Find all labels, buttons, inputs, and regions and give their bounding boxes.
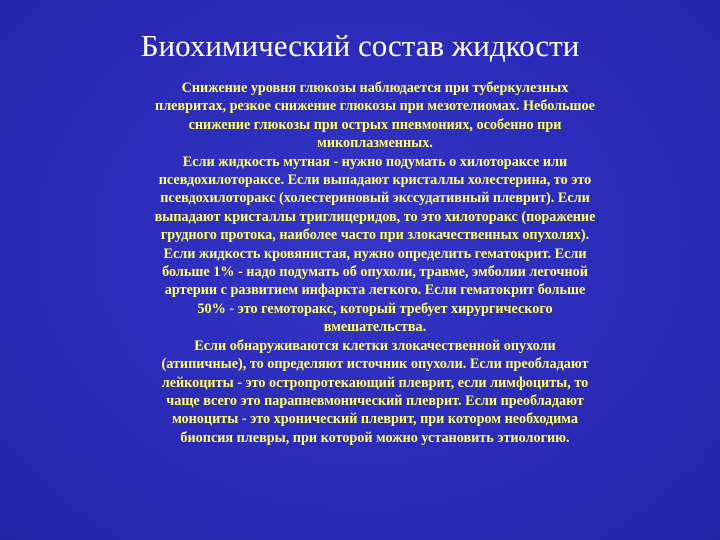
body-line: псевдохилотораксе. Если выпадают кристаллы холестерина, то это (158, 172, 592, 189)
body-line: лейкоциты - это остропротекающий плеврит, если лимфоциты, то (161, 374, 589, 391)
body-line: моноциты - это хронический плеврит, при котором необходима (172, 411, 578, 428)
body-line: (атипичные), то определяют источник опухоли. Если преобладают (161, 356, 589, 373)
body-line: плевритах, резкое снижение глюкозы при мезотелиомах. Небольшое (155, 98, 595, 115)
body-line: Если жидкость кровянистая, нужно определить гематокрит. Если (163, 245, 587, 262)
body-line: Снижение уровня глюкозы наблюдается при туберкулезных (181, 80, 569, 96)
body-line: выпадают кристаллы триглицеридов, то это хилоторакс (поражение (154, 208, 596, 225)
body-line: биопсия плевры, при которой можно установить этиологию. (180, 429, 570, 446)
body-line: микоплазменных. (317, 135, 433, 152)
body-line: больше 1% - надо подумать об опухоли, травме, эмболии легочной (162, 264, 588, 281)
body-line: вмешательства. (323, 319, 427, 336)
body-line: 50% - это гемоторакс, который требует хирургического (197, 300, 553, 317)
body-line: Если жидкость мутная - нужно подумать о хилотораксе или (182, 153, 568, 170)
body-line: Если обнаруживаются клетки злокачественной опухоли (194, 337, 556, 354)
body-line: снижение глюкозы при острых пневмониях, особенно при (188, 116, 562, 133)
slide-title: Биохимический состав жидкости (140, 28, 580, 63)
body-line: псевдохилоторакс (холестериновый экссудативный плеврит). Если (160, 190, 590, 207)
slide-body-text (90, 79, 660, 447)
body-line: артерии с развитием инфаркта легкого. Если гематокрит больше (164, 282, 586, 299)
body-line: грудного протока, наиболее часто при злокачественных опухолях). (160, 227, 590, 244)
body-line: чаще всего это парапневмонический плеврит. Если преобладают (166, 392, 584, 409)
